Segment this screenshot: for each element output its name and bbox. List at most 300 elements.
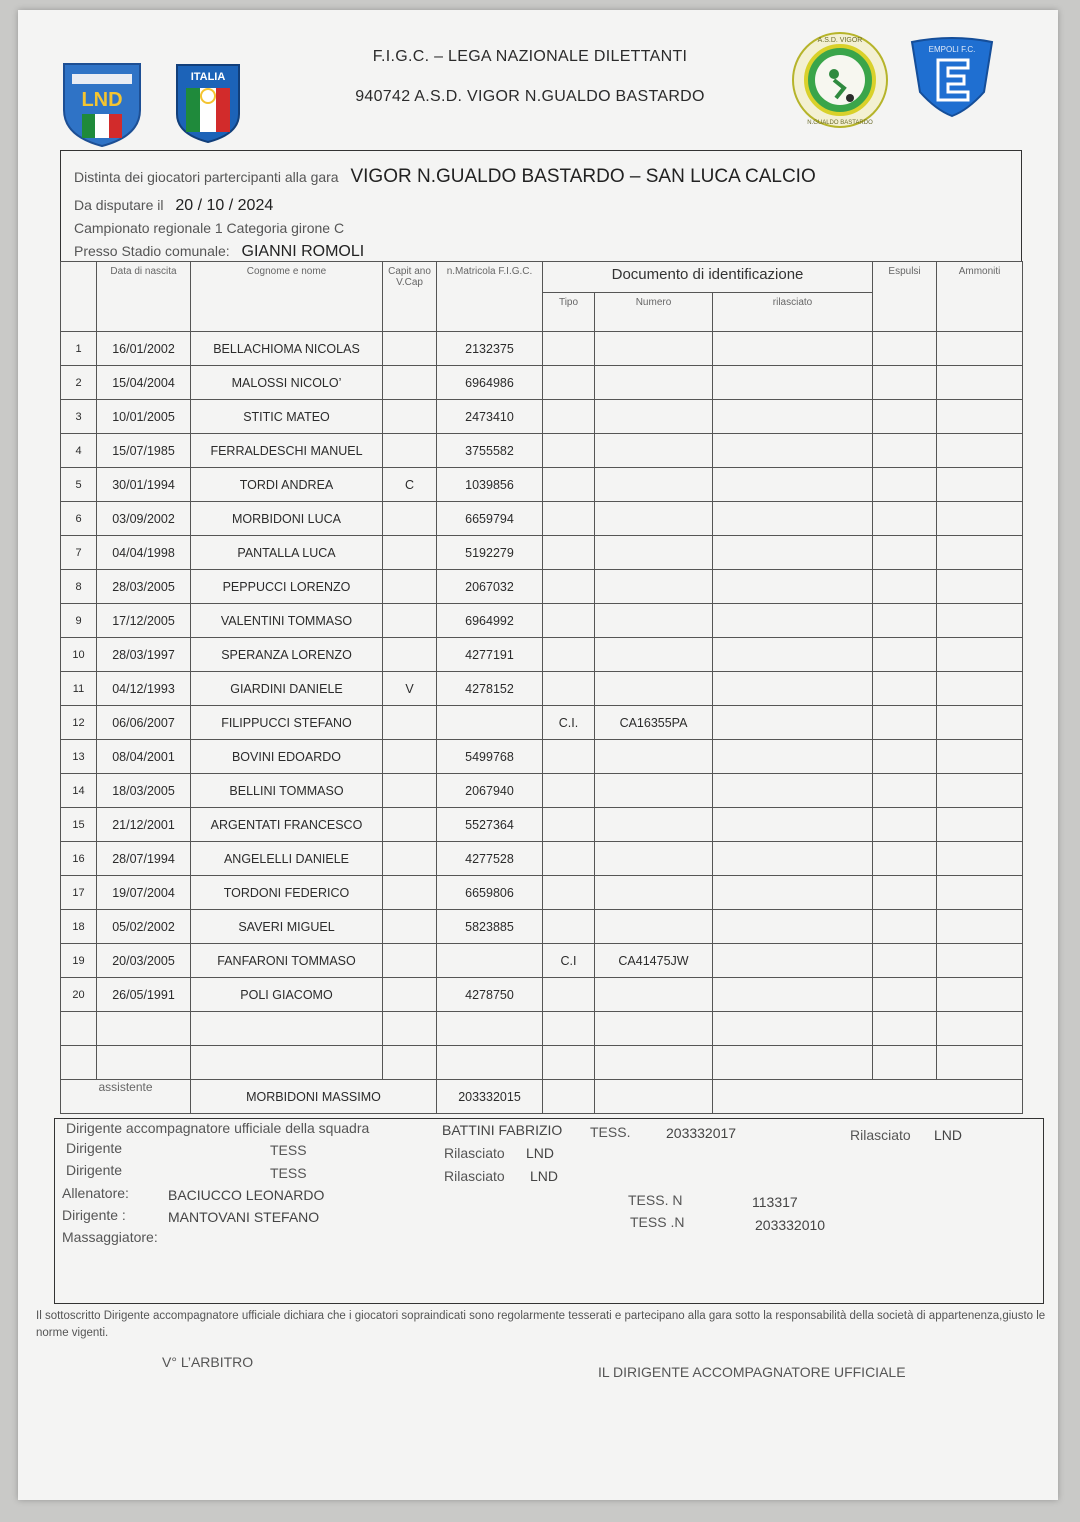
player-ammoniti: [937, 808, 1023, 842]
player-doc-numero: [595, 400, 713, 434]
player-matricola: [437, 1046, 543, 1080]
table-row: [61, 978, 1023, 1012]
player-captain: [383, 876, 437, 910]
lnd-logo-text: LND: [81, 89, 123, 111]
player-ammoniti: [937, 910, 1023, 944]
player-matricola: 2067940: [437, 774, 543, 808]
header-tipo: Tipo: [543, 293, 595, 332]
player-number: 20: [61, 978, 97, 1012]
assistant-cell: [543, 1080, 595, 1114]
player-doc-numero: [595, 604, 713, 638]
player-number: 7: [61, 536, 97, 570]
federation-title: F.I.G.C. – LEGA NAZIONALE DILETTANTI: [372, 48, 688, 65]
player-doc-rilasciato: [713, 842, 873, 876]
player-doc-numero: [595, 468, 713, 502]
player-doc-rilasciato: [713, 638, 873, 672]
table-row: [61, 740, 1023, 774]
player-espulsi: [873, 706, 937, 740]
player-name: MORBIDONI LUCA: [191, 502, 383, 536]
player-captain: [383, 366, 437, 400]
player-doc-numero: [595, 672, 713, 706]
table-row: [61, 434, 1023, 468]
arbitro-signature-label: V° L’ARBITRO: [162, 1354, 254, 1370]
player-doc-tipo: [543, 468, 595, 502]
player-doc-tipo: [543, 842, 595, 876]
dirigente2-label: Dirigente :: [62, 1207, 126, 1223]
player-matricola: 2132375: [437, 332, 543, 366]
player-doc-numero: [595, 842, 713, 876]
player-ammoniti: [937, 434, 1023, 468]
dirigente-rilasciato-label: Rilasciato: [444, 1145, 505, 1161]
table-row: [61, 400, 1023, 434]
player-dob: 04/04/1998: [97, 536, 191, 570]
player-name: FERRALDESCHI MANUEL: [191, 434, 383, 468]
table-row: [61, 332, 1023, 366]
player-ammoniti: [937, 468, 1023, 502]
table-row: [61, 774, 1023, 808]
italia-logo-text: ITALIA: [190, 71, 226, 83]
rilasciato-value: LND: [934, 1127, 963, 1143]
player-matricola: 2473410: [437, 400, 543, 434]
allenatore-tess-label: TESS. N: [628, 1192, 683, 1208]
player-doc-rilasciato: [713, 434, 873, 468]
player-doc-tipo: [543, 570, 595, 604]
player-number: 14: [61, 774, 97, 808]
dirigente2-tess-label: TESS .N: [630, 1214, 685, 1230]
player-espulsi: [873, 366, 937, 400]
empoli-logo-text: EMPOLI F.C.: [928, 45, 976, 54]
player-dob: 19/07/2004: [97, 876, 191, 910]
player-matricola: 6964992: [437, 604, 543, 638]
player-matricola: 6964986: [437, 366, 543, 400]
match-teams: VIGOR N.GUALDO BASTARDO – SAN LUCA CALCIO: [350, 166, 816, 187]
club-title: 940742 A.S.D. VIGOR N.GUALDO BASTARDO: [355, 88, 705, 105]
table-row: [61, 944, 1023, 978]
player-ammoniti: [937, 400, 1023, 434]
player-espulsi: [873, 400, 937, 434]
player-matricola: 2067032: [437, 570, 543, 604]
player-doc-numero: [595, 366, 713, 400]
dirigente-signature-label: IL DIRIGENTE ACCOMPAGNATORE UFFICIALE: [598, 1364, 906, 1380]
player-dob: 06/06/2007: [97, 706, 191, 740]
allenatore-name: BACIUCCO LEONARDO: [168, 1187, 325, 1203]
player-doc-rilasciato: [713, 502, 873, 536]
player-number: [61, 1012, 97, 1046]
player-ammoniti: [937, 774, 1023, 808]
player-espulsi: [873, 672, 937, 706]
player-matricola: [437, 706, 543, 740]
player-dob: 08/04/2001: [97, 740, 191, 774]
player-captain: [383, 434, 437, 468]
player-doc-tipo: [543, 536, 595, 570]
dirigente-rilasciato-value: LND: [526, 1145, 555, 1161]
dirigente-tess-label: TESS: [270, 1142, 307, 1158]
player-doc-rilasciato: [713, 1012, 873, 1046]
venue-name: GIANNI ROMOLI: [241, 243, 365, 260]
match-date: 20 / 10 / 2024: [175, 197, 274, 214]
player-ammoniti: [937, 570, 1023, 604]
player-espulsi: [873, 1012, 937, 1046]
player-captain: [383, 944, 437, 978]
player-ammoniti: [937, 978, 1023, 1012]
player-dob: 20/03/2005: [97, 944, 191, 978]
match-line: [74, 166, 816, 188]
header-espulsi: Espulsi: [873, 262, 937, 332]
allenatore-label: Allenatore:: [62, 1185, 129, 1201]
dirigente-acc-label: Dirigente accompagnatore ufficiale della squadra: [66, 1120, 370, 1136]
player-captain: [383, 978, 437, 1012]
player-captain: [383, 706, 437, 740]
table-row: [61, 638, 1023, 672]
player-ammoniti: [937, 706, 1023, 740]
player-dob: 04/12/1993: [97, 672, 191, 706]
table-row: [61, 366, 1023, 400]
player-doc-numero: CA16355PA: [595, 706, 713, 740]
player-doc-numero: [595, 808, 713, 842]
player-doc-tipo: [543, 400, 595, 434]
table-row: [61, 842, 1023, 876]
players-table: [60, 261, 1023, 1114]
header-numero: Numero: [595, 293, 713, 332]
dirigente-label: Dirigente: [66, 1162, 123, 1178]
player-espulsi: [873, 638, 937, 672]
player-matricola: 5192279: [437, 536, 543, 570]
player-espulsi: [873, 332, 937, 366]
player-number: 12: [61, 706, 97, 740]
player-ammoniti: [937, 672, 1023, 706]
assistant-tess: 203332015: [437, 1080, 543, 1114]
player-name: BOVINI EDOARDO: [191, 740, 383, 774]
player-espulsi: [873, 808, 937, 842]
player-doc-numero: [595, 740, 713, 774]
player-doc-tipo: [543, 1012, 595, 1046]
player-number: 6: [61, 502, 97, 536]
player-captain: [383, 910, 437, 944]
empoli-logo: [908, 36, 996, 120]
player-doc-tipo: [543, 332, 595, 366]
player-doc-tipo: [543, 876, 595, 910]
player-dob: 10/01/2005: [97, 400, 191, 434]
player-name: GIARDINI DANIELE: [191, 672, 383, 706]
header-rilasciato: rilasciato: [713, 293, 873, 332]
header-ammoniti: Ammoniti: [937, 262, 1023, 332]
dirigente-acc-tess-label: TESS.: [590, 1124, 631, 1140]
declaration-text: Il sottoscritto Dirigente accompagnatore ufficiale dichiara che i giocatori sopraindicati sono regolarmente tesserati e partecipano alla gara sotto la responsabilità della società di appartenenza,giusto le norme vigenti.: [36, 1310, 1046, 1339]
player-name: MALOSSI NICOLO’: [191, 366, 383, 400]
player-doc-rilasciato: [713, 1046, 873, 1080]
player-ammoniti: [937, 366, 1023, 400]
table-row: [61, 910, 1023, 944]
player-number: 11: [61, 672, 97, 706]
player-ammoniti: [937, 1012, 1023, 1046]
player-dob: 28/03/2005: [97, 570, 191, 604]
player-number: 3: [61, 400, 97, 434]
player-dob: 15/04/2004: [97, 366, 191, 400]
player-matricola: 5823885: [437, 910, 543, 944]
player-espulsi: [873, 978, 937, 1012]
player-matricola: 6659806: [437, 876, 543, 910]
dirigente2-tess: 203332010: [755, 1217, 826, 1233]
player-name: ARGENTATI FRANCESCO: [191, 808, 383, 842]
player-matricola: 3755582: [437, 434, 543, 468]
player-dob: [97, 1012, 191, 1046]
player-ammoniti: [937, 502, 1023, 536]
player-name: BELLACHIOMA NICOLAS: [191, 332, 383, 366]
player-espulsi: [873, 910, 937, 944]
player-captain: [383, 502, 437, 536]
player-captain: [383, 808, 437, 842]
player-doc-rilasciato: [713, 774, 873, 808]
championship-line: Campionato regionale 1 Categoria girone C: [74, 220, 345, 236]
player-captain: [383, 400, 437, 434]
player-number: 2: [61, 366, 97, 400]
player-ammoniti: [937, 638, 1023, 672]
player-ammoniti: [937, 876, 1023, 910]
player-doc-tipo: [543, 502, 595, 536]
player-dob: 21/12/2001: [97, 808, 191, 842]
player-doc-tipo: C.I: [543, 944, 595, 978]
player-name: [191, 1046, 383, 1080]
player-number: [61, 1046, 97, 1080]
header-document: Documento di identificazione: [543, 262, 873, 293]
player-ammoniti: [937, 604, 1023, 638]
player-doc-rilasciato: [713, 366, 873, 400]
player-doc-rilasciato: [713, 910, 873, 944]
player-doc-numero: [595, 1012, 713, 1046]
player-ammoniti: [937, 842, 1023, 876]
player-doc-numero: [595, 1046, 713, 1080]
player-doc-numero: [595, 536, 713, 570]
table-row: [61, 876, 1023, 910]
date-label: Da disputare il: [74, 197, 164, 213]
player-name: BELLINI TOMMASO: [191, 774, 383, 808]
player-doc-rilasciato: [713, 876, 873, 910]
player-number: 19: [61, 944, 97, 978]
player-matricola: [437, 1012, 543, 1046]
player-ammoniti: [937, 740, 1023, 774]
venue-line: [74, 243, 364, 261]
player-matricola: 4277191: [437, 638, 543, 672]
dirigente2-name: MANTOVANI STEFANO: [168, 1209, 320, 1225]
player-doc-tipo: [543, 910, 595, 944]
player-number: 4: [61, 434, 97, 468]
player-doc-tipo: [543, 638, 595, 672]
player-dob: 28/07/1994: [97, 842, 191, 876]
player-ammoniti: [937, 1046, 1023, 1080]
rilasciato-label: Rilasciato: [850, 1127, 911, 1143]
player-captain: C: [383, 468, 437, 502]
dirigente-tess-label: TESS: [270, 1165, 307, 1181]
table-row: [61, 706, 1023, 740]
player-espulsi: [873, 570, 937, 604]
player-matricola: 5499768: [437, 740, 543, 774]
player-doc-tipo: [543, 978, 595, 1012]
player-name: TORDI ANDREA: [191, 468, 383, 502]
player-name: PEPPUCCI LORENZO: [191, 570, 383, 604]
table-row: [61, 672, 1023, 706]
player-captain: V: [383, 672, 437, 706]
player-dob: 17/12/2005: [97, 604, 191, 638]
player-name: TORDONI FEDERICO: [191, 876, 383, 910]
player-doc-numero: CA41475JW: [595, 944, 713, 978]
player-dob: 28/03/1997: [97, 638, 191, 672]
table-row: [61, 536, 1023, 570]
player-captain: [383, 536, 437, 570]
table-row: [61, 1012, 1023, 1046]
table-row: [61, 570, 1023, 604]
player-espulsi: [873, 944, 937, 978]
player-ammoniti: [937, 536, 1023, 570]
player-number: 13: [61, 740, 97, 774]
player-doc-numero: [595, 638, 713, 672]
player-number: 8: [61, 570, 97, 604]
player-doc-tipo: [543, 604, 595, 638]
player-matricola: 4278152: [437, 672, 543, 706]
player-name: VALENTINI TOMMASO: [191, 604, 383, 638]
player-ammoniti: [937, 944, 1023, 978]
player-captain: [383, 604, 437, 638]
player-doc-tipo: [543, 1046, 595, 1080]
player-espulsi: [873, 468, 937, 502]
vigor-logo: [790, 30, 890, 130]
player-number: 5: [61, 468, 97, 502]
player-doc-rilasciato: [713, 944, 873, 978]
dirigente-label: Dirigente: [66, 1140, 123, 1156]
player-matricola: 6659794: [437, 502, 543, 536]
lnd-logo: [60, 60, 144, 148]
player-dob: 16/01/2002: [97, 332, 191, 366]
player-number: 18: [61, 910, 97, 944]
player-doc-rilasciato: [713, 978, 873, 1012]
player-name: POLI GIACOMO: [191, 978, 383, 1012]
player-espulsi: [873, 842, 937, 876]
player-dob: 26/05/1991: [97, 978, 191, 1012]
player-doc-numero: [595, 876, 713, 910]
date-line: [74, 197, 273, 215]
massaggiatore-label: Massaggiatore:: [62, 1229, 158, 1245]
assistant-name: MORBIDONI MASSIMO: [191, 1080, 437, 1114]
player-captain: [383, 332, 437, 366]
dirigente-acc-name: BATTINI FABRIZIO: [442, 1122, 563, 1138]
header-captain: Capit ano V.Cap: [383, 262, 437, 332]
player-dob: 03/09/2002: [97, 502, 191, 536]
player-espulsi: [873, 604, 937, 638]
player-doc-rilasciato: [713, 808, 873, 842]
player-captain: [383, 1012, 437, 1046]
dirigente-acc-tess: 203332017: [666, 1125, 737, 1141]
player-name: STITIC MATEO: [191, 400, 383, 434]
assistant-cell: [713, 1080, 1023, 1114]
player-doc-numero: [595, 434, 713, 468]
player-espulsi: [873, 502, 937, 536]
venue-label: Presso Stadio comunale:: [74, 243, 230, 259]
player-doc-numero: [595, 910, 713, 944]
italia-logo: [174, 62, 242, 144]
player-matricola: 4278750: [437, 978, 543, 1012]
player-dob: 15/07/1985: [97, 434, 191, 468]
player-captain: [383, 570, 437, 604]
player-captain: [383, 774, 437, 808]
table-row: [61, 604, 1023, 638]
player-name: SPERANZA LORENZO: [191, 638, 383, 672]
table-row: [61, 1046, 1023, 1080]
player-dob: 18/03/2005: [97, 774, 191, 808]
table-row: [61, 468, 1023, 502]
player-matricola: 5527364: [437, 808, 543, 842]
vigor-logo-bottom-text: N.GUALDO BASTARDO: [807, 120, 873, 126]
assistant-row: [61, 1080, 1023, 1114]
allenatore-tess: 113317: [752, 1194, 798, 1210]
player-doc-rilasciato: [713, 604, 873, 638]
player-captain: [383, 638, 437, 672]
player-number: 17: [61, 876, 97, 910]
player-name: SAVERI MIGUEL: [191, 910, 383, 944]
player-doc-rilasciato: [713, 468, 873, 502]
player-doc-rilasciato: [713, 536, 873, 570]
header-matricola: n.Matricola F.I.G.C.: [437, 262, 543, 332]
table-row: [61, 808, 1023, 842]
player-name: PANTALLA LUCA: [191, 536, 383, 570]
player-espulsi: [873, 536, 937, 570]
player-number: 16: [61, 842, 97, 876]
assistant-label: assistente: [61, 1080, 191, 1114]
player-doc-numero: [595, 332, 713, 366]
assistant-cell: [595, 1080, 713, 1114]
player-doc-numero: [595, 978, 713, 1012]
player-espulsi: [873, 1046, 937, 1080]
player-doc-tipo: [543, 366, 595, 400]
player-doc-rilasciato: [713, 672, 873, 706]
player-doc-tipo: [543, 434, 595, 468]
player-captain: [383, 842, 437, 876]
player-doc-numero: [595, 502, 713, 536]
player-doc-tipo: [543, 740, 595, 774]
player-ammoniti: [937, 332, 1023, 366]
player-matricola: 4277528: [437, 842, 543, 876]
player-matricola: 1039856: [437, 468, 543, 502]
player-doc-numero: [595, 570, 713, 604]
player-doc-rilasciato: [713, 332, 873, 366]
player-name: ANGELELLI DANIELE: [191, 842, 383, 876]
player-matricola: [437, 944, 543, 978]
player-name: FILIPPUCCI STEFANO: [191, 706, 383, 740]
player-name: [191, 1012, 383, 1046]
player-doc-numero: [595, 774, 713, 808]
header-num: [61, 262, 97, 332]
vigor-logo-top-text: A.S.D. VIGOR: [817, 37, 863, 44]
player-doc-rilasciato: [713, 706, 873, 740]
table-row: [61, 502, 1023, 536]
player-doc-rilasciato: [713, 740, 873, 774]
player-doc-rilasciato: [713, 570, 873, 604]
player-doc-tipo: [543, 774, 595, 808]
player-dob: [97, 1046, 191, 1080]
player-captain: [383, 740, 437, 774]
player-captain: [383, 1046, 437, 1080]
player-espulsi: [873, 774, 937, 808]
player-doc-tipo: [543, 808, 595, 842]
player-name: FANFARONI TOMMASO: [191, 944, 383, 978]
player-number: 15: [61, 808, 97, 842]
player-number: 1: [61, 332, 97, 366]
player-doc-tipo: [543, 672, 595, 706]
player-espulsi: [873, 876, 937, 910]
player-espulsi: [873, 434, 937, 468]
player-espulsi: [873, 740, 937, 774]
player-doc-rilasciato: [713, 400, 873, 434]
dirigente-rilasciato-value: LND: [530, 1168, 559, 1184]
player-dob: 30/01/1994: [97, 468, 191, 502]
